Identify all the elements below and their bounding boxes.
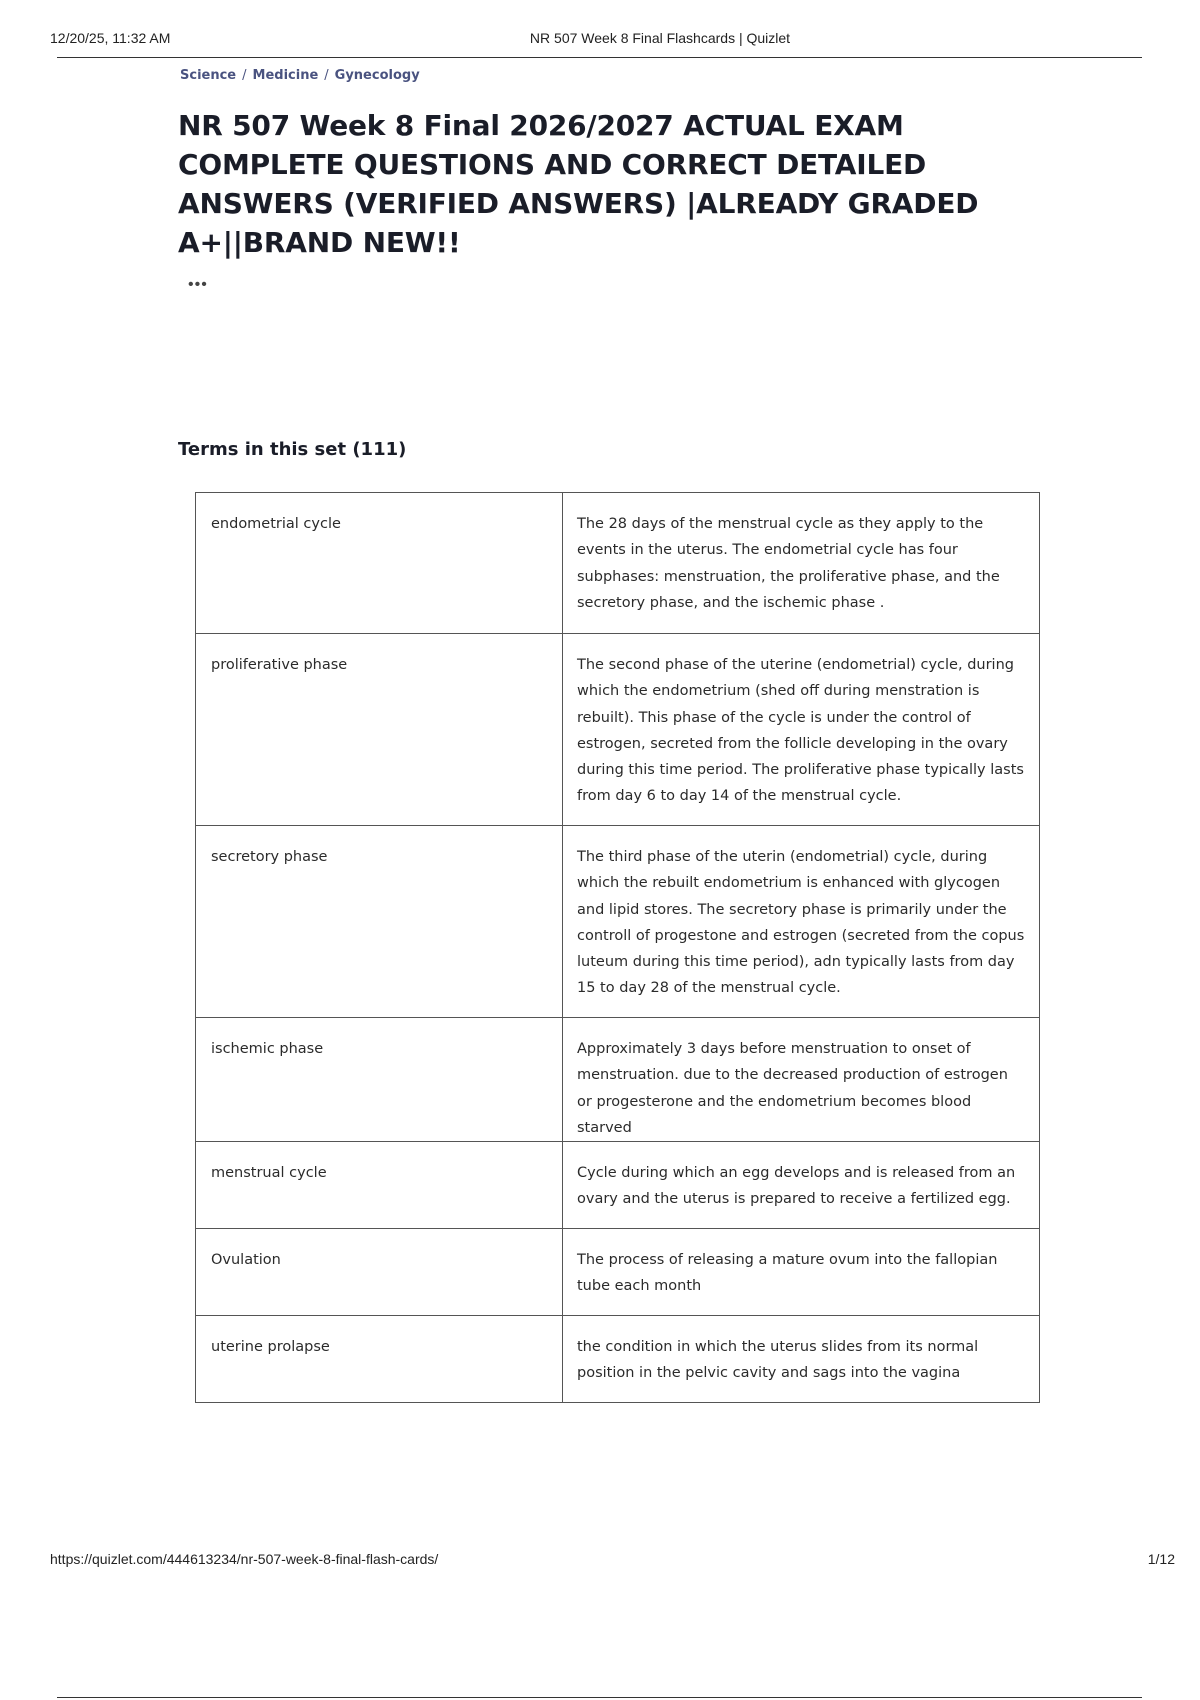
print-url: https://quizlet.com/444613234/nr-507-week-8-final-flash-cards/ [50,1551,439,1567]
set-title: NR 507 Week 8 Final 2026/2027 ACTUAL EXAM COMPLETE QUESTIONS AND CORRECT DETAILED ANSWERS (VERIFIED ANSWERS) |ALREADY GRADED A+||BRAND NEW!! [178,109,979,259]
footer-divider [57,1697,1142,1698]
table-row [196,1316,1040,1403]
terms-table [195,492,1040,1403]
breadcrumb-science[interactable]: Science [180,68,237,83]
definition-cell: the condition in which the uterus slides from its normal position in the pelvic cavity and sags into the vagina [563,1316,1040,1403]
header-divider [57,57,1142,58]
page-number: 1/12 [1147,1551,1175,1567]
print-page-title: NR 507 Week 8 Final Flashcards | Quizlet [529,30,791,46]
term-cell: ischemic phase [196,1018,563,1142]
table-row [196,826,1040,1018]
breadcrumb-medicine[interactable]: Medicine [252,68,319,83]
definition-cell: The 28 days of the menstrual cycle as they apply to the events in the uterus. The endometrial cycle has four subphases: menstruation, the proliferative phase, and the secretory phase, and the ischemic phase . [563,493,1040,634]
terms-heading: Terms in this set (111) [178,438,407,460]
breadcrumb-separator: / [324,68,329,83]
table-row [196,493,1040,634]
print-datetime: 12/20/25, 11:32 AM [50,30,171,46]
definition-cell: The third phase of the uterin (endometrial) cycle, during which the rebuilt endometrium is enhanced with glycogen and lipid stores. The secretory phase is primarily under the controll of progestone and estrogen (secreted from the copus luteum during this time period), adn typically lasts from day 15 to day 28 of the menstrual cycle. [563,826,1040,1018]
breadcrumb [180,68,420,83]
definition-cell: Cycle during which an egg develops and is released from an ovary and the uterus is prepared to receive a fertilized egg. [563,1142,1040,1229]
table-row [196,1229,1040,1316]
term-cell: uterine prolapse [196,1316,563,1403]
term-cell: Ovulation [196,1229,563,1316]
table-row [196,1142,1040,1229]
term-cell: menstrual cycle [196,1142,563,1229]
term-cell: endometrial cycle [196,493,563,634]
more-options-icon[interactable]: ••• [188,276,208,293]
definition-cell: The second phase of the uterine (endometrial) cycle, during which the endometrium (shed off during menstration is rebuilt). This phase of the cycle is under the control of estrogen, secreted from the follicle developing in the ovary during this time period. The proliferative phase typically lasts from day 6 to day 14 of the menstrual cycle. [563,634,1040,826]
term-cell: secretory phase [196,826,563,1018]
table-row [196,1018,1040,1142]
breadcrumb-gynecology[interactable]: Gynecology [334,68,420,83]
definition-cell: The process of releasing a mature ovum into the fallopian tube each month [563,1229,1040,1316]
definition-cell: Approximately 3 days before menstruation to onset of menstruation. due to the decreased production of estrogen or progesterone and the endometrium becomes blood starved [563,1018,1040,1142]
breadcrumb-separator: / [242,68,247,83]
term-cell: proliferative phase [196,634,563,826]
table-row [196,634,1040,826]
